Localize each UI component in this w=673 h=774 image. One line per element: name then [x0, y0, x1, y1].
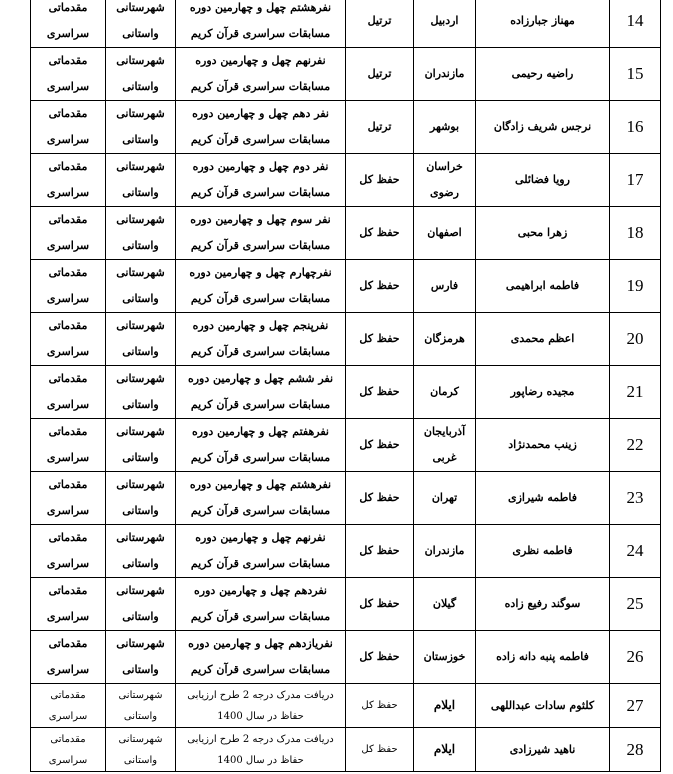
level2-cell-line: سراسری: [46, 557, 90, 570]
table-row: [31, 366, 661, 419]
level1-cell-line: واستانی: [122, 133, 159, 146]
level1-cell: [106, 419, 176, 472]
table-row: [31, 154, 661, 207]
level2-cell: [31, 419, 106, 472]
level2-cell-line: مقدماتی: [48, 478, 88, 491]
title-cell-line: نفر سوم چهل و چهارمین دوره: [190, 213, 331, 226]
row-number-cell: 27: [610, 684, 661, 728]
level1-cell-line: شهرستانی: [116, 107, 165, 120]
level1-cell: [106, 154, 176, 207]
level2-cell-line: مقدماتی: [48, 584, 88, 597]
title-cell: [176, 260, 346, 313]
level2-cell-line: مقدماتی: [48, 160, 88, 173]
name-cell: کلثوم سادات عبداللهی: [476, 684, 610, 728]
level2-cell: [31, 366, 106, 419]
title-cell-line: نفرچهارم چهل و چهارمین دوره: [189, 266, 332, 279]
province-cell-line: هرمزگان: [424, 332, 465, 345]
province-cell: [414, 525, 476, 578]
level1-cell: [106, 472, 176, 525]
name-cell: اعظم محمدی: [476, 313, 610, 366]
table-row: [31, 0, 661, 48]
level1-cell-line: شهرستانی: [116, 372, 165, 385]
table-body: [31, 0, 661, 772]
level2-cell-line: مقدماتی: [48, 213, 88, 226]
province-cell-line: رضوی: [430, 186, 459, 199]
level1-cell: [106, 101, 176, 154]
table-row: [31, 207, 661, 260]
title-cell: [176, 525, 346, 578]
title-cell-line: نفرپنجم چهل و چهارمین دوره: [192, 319, 329, 332]
document-page: [30, 0, 660, 772]
level1-cell: [106, 207, 176, 260]
level1-cell-line: شهرستانی: [116, 531, 165, 544]
level2-cell-line: سراسری: [48, 754, 88, 766]
level1-cell-line: شهرستانی: [116, 266, 165, 279]
name-cell: فاطمه ابراهیمی: [476, 260, 610, 313]
table-row: [31, 684, 661, 728]
row-number-cell: 16: [610, 101, 661, 154]
name-cell: فاطمه پنبه دانه زاده: [476, 631, 610, 684]
province-cell: [414, 684, 476, 728]
table-row: [31, 48, 661, 101]
level1-cell-line: شهرستانی: [116, 54, 165, 67]
title-cell-line: مسابقات سراسری قرآن کریم: [190, 504, 331, 517]
level1-cell-line: واستانی: [123, 754, 158, 766]
level1-cell-line: واستانی: [122, 186, 159, 199]
title-cell-line: مسابقات سراسری قرآن کریم: [190, 663, 331, 676]
level2-cell: [31, 578, 106, 631]
title-cell-line: مسابقات سراسری قرآن کریم: [190, 451, 331, 464]
table-row: [31, 728, 661, 772]
level2-cell-line: سراسری: [48, 710, 88, 722]
province-cell: [414, 0, 476, 48]
level1-cell: [106, 684, 176, 728]
level2-cell: [31, 631, 106, 684]
level1-cell-line: شهرستانی: [118, 733, 163, 745]
field-cell: حفظ کل: [346, 154, 414, 207]
province-cell: [414, 154, 476, 207]
row-number-cell: 25: [610, 578, 661, 631]
title-cell-line: دریافت مدرک درجه 2 طرح ارزیابی: [187, 689, 334, 701]
province-cell-line: ایلام: [433, 698, 456, 712]
province-cell-line: تهران: [431, 491, 458, 504]
table-row: [31, 101, 661, 154]
title-cell-line: نفریازدهم چهل و چهارمین دوره: [188, 637, 333, 650]
province-cell: [414, 728, 476, 772]
title-cell-line: نفر دوم چهل و چهارمین دوره: [192, 160, 329, 173]
level2-cell-line: سراسری: [46, 663, 90, 676]
title-cell-line: مسابقات سراسری قرآن کریم: [190, 345, 331, 358]
title-cell: [176, 578, 346, 631]
province-cell: [414, 313, 476, 366]
name-cell: سوگند رفیع زاده: [476, 578, 610, 631]
province-cell: [414, 419, 476, 472]
province-cell-line: بوشهر: [429, 120, 460, 133]
level1-cell-line: شهرستانی: [118, 689, 163, 701]
title-cell-line: دریافت مدرک درجه 2 طرح ارزیابی: [187, 733, 334, 745]
level2-cell: [31, 260, 106, 313]
level2-cell-line: مقدماتی: [48, 637, 88, 650]
row-number-cell: 14: [610, 0, 661, 48]
field-cell: حفظ کل: [346, 207, 414, 260]
field-cell: ترتیل: [346, 0, 414, 48]
level2-cell-line: سراسری: [46, 80, 90, 93]
level2-cell-line: مقدماتی: [48, 266, 88, 279]
title-cell-line: مسابقات سراسری قرآن کریم: [190, 292, 331, 305]
level1-cell: [106, 525, 176, 578]
level1-cell: [106, 260, 176, 313]
level2-cell: [31, 728, 106, 772]
province-cell: [414, 260, 476, 313]
title-cell-line: مسابقات سراسری قرآن کریم: [190, 80, 331, 93]
name-cell: ناهید شیرزادی: [476, 728, 610, 772]
level2-cell: [31, 313, 106, 366]
level1-cell-line: شهرستانی: [116, 319, 165, 332]
level1-cell-line: شهرستانی: [116, 637, 165, 650]
level1-cell-line: واستانی: [122, 27, 159, 40]
table-row: [31, 313, 661, 366]
level2-cell: [31, 0, 106, 48]
province-cell-line: ایلام: [433, 742, 456, 756]
row-number-cell: 28: [610, 728, 661, 772]
table-row: [31, 578, 661, 631]
province-cell: [414, 101, 476, 154]
level2-cell-line: مقدماتی: [48, 425, 88, 438]
row-number-cell: 20: [610, 313, 661, 366]
level1-cell-line: شهرستانی: [116, 425, 165, 438]
title-cell: [176, 419, 346, 472]
title-cell-line: نفر دهم چهل و چهارمین دوره: [192, 107, 329, 120]
level2-cell-line: مقدماتی: [48, 372, 88, 385]
row-number-cell: 23: [610, 472, 661, 525]
province-cell-line: گیلان: [432, 597, 457, 610]
row-number-cell: 18: [610, 207, 661, 260]
level2-cell-line: مقدماتی: [48, 107, 88, 120]
level1-cell-line: واستانی: [122, 663, 159, 676]
province-cell-line: اصفهان: [427, 226, 462, 239]
table-row: [31, 631, 661, 684]
title-cell-line: مسابقات سراسری قرآن کریم: [190, 557, 331, 570]
level2-cell-line: سراسری: [46, 610, 90, 623]
level2-cell-line: مقدماتی: [50, 689, 86, 701]
level1-cell: [106, 0, 176, 48]
field-cell: حفظ کل: [346, 260, 414, 313]
level1-cell-line: واستانی: [122, 398, 159, 411]
row-number-cell: 19: [610, 260, 661, 313]
row-number-cell: 15: [610, 48, 661, 101]
level2-cell-line: سراسری: [46, 292, 90, 305]
title-cell-line: نفر ششم چهل و چهارمین دوره: [187, 372, 334, 385]
level2-cell: [31, 48, 106, 101]
winners-table: [30, 0, 661, 772]
level1-cell-line: شهرستانی: [116, 1, 165, 14]
name-cell: راضیه رحیمی: [476, 48, 610, 101]
province-cell-line: مازندران: [424, 67, 465, 80]
title-cell-line: نفردهم چهل و چهارمین دوره: [194, 584, 327, 597]
level1-cell-line: واستانی: [122, 504, 159, 517]
row-number-cell: 24: [610, 525, 661, 578]
name-cell: فاطمه نظری: [476, 525, 610, 578]
level1-cell: [106, 728, 176, 772]
province-cell-line: اردبیل: [430, 14, 459, 27]
table-row: [31, 525, 661, 578]
level1-cell-line: واستانی: [122, 292, 159, 305]
title-cell: [176, 313, 346, 366]
title-cell-line: حفاظ در سال 1400: [217, 754, 304, 766]
title-cell-line: مسابقات سراسری قرآن کریم: [190, 610, 331, 623]
level1-cell: [106, 48, 176, 101]
province-cell-line: غربی: [432, 451, 457, 464]
level2-cell-line: مقدماتی: [50, 733, 86, 745]
level2-cell-line: مقدماتی: [48, 531, 88, 544]
field-cell: حفظ کل: [346, 313, 414, 366]
level1-cell-line: شهرستانی: [116, 478, 165, 491]
title-cell-line: مسابقات سراسری قرآن کریم: [190, 239, 331, 252]
level2-cell: [31, 101, 106, 154]
level2-cell-line: سراسری: [46, 398, 90, 411]
title-cell-line: نفرهشتم چهل و چهارمین دوره: [189, 1, 332, 14]
province-cell-line: خراسان: [426, 160, 463, 173]
title-cell-line: مسابقات سراسری قرآن کریم: [190, 186, 331, 199]
province-cell: [414, 631, 476, 684]
field-cell: حفظ کل: [346, 525, 414, 578]
title-cell: [176, 48, 346, 101]
level2-cell: [31, 684, 106, 728]
title-cell: [176, 472, 346, 525]
level2-cell: [31, 525, 106, 578]
level2-cell-line: مقدماتی: [48, 1, 88, 14]
table-row: [31, 260, 661, 313]
province-cell-line: مازندران: [424, 544, 465, 557]
province-cell-line: خوزستان: [423, 650, 466, 663]
title-cell-line: نفرنهم چهل و چهارمین دوره: [195, 54, 326, 67]
level1-cell: [106, 578, 176, 631]
level1-cell-line: واستانی: [122, 557, 159, 570]
level2-cell-line: سراسری: [46, 239, 90, 252]
title-cell-line: نفرنهم چهل و چهارمین دوره: [195, 531, 326, 544]
level1-cell: [106, 313, 176, 366]
field-cell: حفظ کل: [346, 728, 414, 772]
title-cell-line: مسابقات سراسری قرآن کریم: [190, 133, 331, 146]
level1-cell-line: شهرستانی: [116, 584, 165, 597]
title-cell-line: نفرهشتم چهل و چهارمین دوره: [189, 478, 332, 491]
province-cell: [414, 366, 476, 419]
field-cell: ترتیل: [346, 101, 414, 154]
level1-cell-line: واستانی: [122, 80, 159, 93]
title-cell-line: نفرهفتم چهل و چهارمین دوره: [192, 425, 329, 438]
level2-cell: [31, 472, 106, 525]
province-cell-line: کرمان: [430, 385, 459, 398]
name-cell: مهناز جبارزاده: [476, 0, 610, 48]
title-cell: [176, 154, 346, 207]
level2-cell-line: مقدماتی: [48, 54, 88, 67]
row-number-cell: 22: [610, 419, 661, 472]
level2-cell-line: سراسری: [46, 345, 90, 358]
level1-cell-line: واستانی: [122, 451, 159, 464]
field-cell: حفظ کل: [346, 366, 414, 419]
province-cell-line: آذربایجان: [423, 425, 466, 438]
province-cell: [414, 207, 476, 260]
province-cell: [414, 472, 476, 525]
level1-cell-line: شهرستانی: [116, 213, 165, 226]
title-cell: [176, 0, 346, 48]
title-cell-line: مسابقات سراسری قرآن کریم: [190, 398, 331, 411]
level2-cell: [31, 154, 106, 207]
title-cell: [176, 101, 346, 154]
level2-cell-line: سراسری: [46, 451, 90, 464]
level1-cell: [106, 366, 176, 419]
level2-cell-line: سراسری: [46, 186, 90, 199]
level1-cell-line: واستانی: [122, 239, 159, 252]
level1-cell-line: واستانی: [122, 345, 159, 358]
title-cell-line: حفاظ در سال 1400: [217, 710, 304, 722]
name-cell: فاطمه شیرازی: [476, 472, 610, 525]
name-cell: زهرا محبی: [476, 207, 610, 260]
level1-cell-line: واستانی: [122, 610, 159, 623]
row-number-cell: 17: [610, 154, 661, 207]
level2-cell-line: سراسری: [46, 504, 90, 517]
title-cell: [176, 684, 346, 728]
province-cell: [414, 48, 476, 101]
title-cell: [176, 207, 346, 260]
name-cell: رویا فضائلی: [476, 154, 610, 207]
level1-cell-line: واستانی: [123, 710, 158, 722]
row-number-cell: 21: [610, 366, 661, 419]
title-cell: [176, 366, 346, 419]
field-cell: حفظ کل: [346, 631, 414, 684]
level2-cell-line: مقدماتی: [48, 319, 88, 332]
level2-cell-line: سراسری: [46, 27, 90, 40]
field-cell: حفظ کل: [346, 419, 414, 472]
name-cell: مجیده رضاپور: [476, 366, 610, 419]
field-cell: حفظ کل: [346, 684, 414, 728]
province-cell: [414, 578, 476, 631]
level2-cell-line: سراسری: [46, 133, 90, 146]
field-cell: حفظ کل: [346, 578, 414, 631]
title-cell: [176, 728, 346, 772]
field-cell: ترتیل: [346, 48, 414, 101]
table-row: [31, 419, 661, 472]
level2-cell: [31, 207, 106, 260]
field-cell: حفظ کل: [346, 472, 414, 525]
province-cell-line: فارس: [430, 279, 459, 292]
table-row: [31, 472, 661, 525]
level1-cell: [106, 631, 176, 684]
name-cell: نرجس شریف زادگان: [476, 101, 610, 154]
title-cell: [176, 631, 346, 684]
title-cell-line: مسابقات سراسری قرآن کریم: [190, 27, 331, 40]
row-number-cell: 26: [610, 631, 661, 684]
level1-cell-line: شهرستانی: [116, 160, 165, 173]
name-cell: زینب محمدنژاد: [476, 419, 610, 472]
